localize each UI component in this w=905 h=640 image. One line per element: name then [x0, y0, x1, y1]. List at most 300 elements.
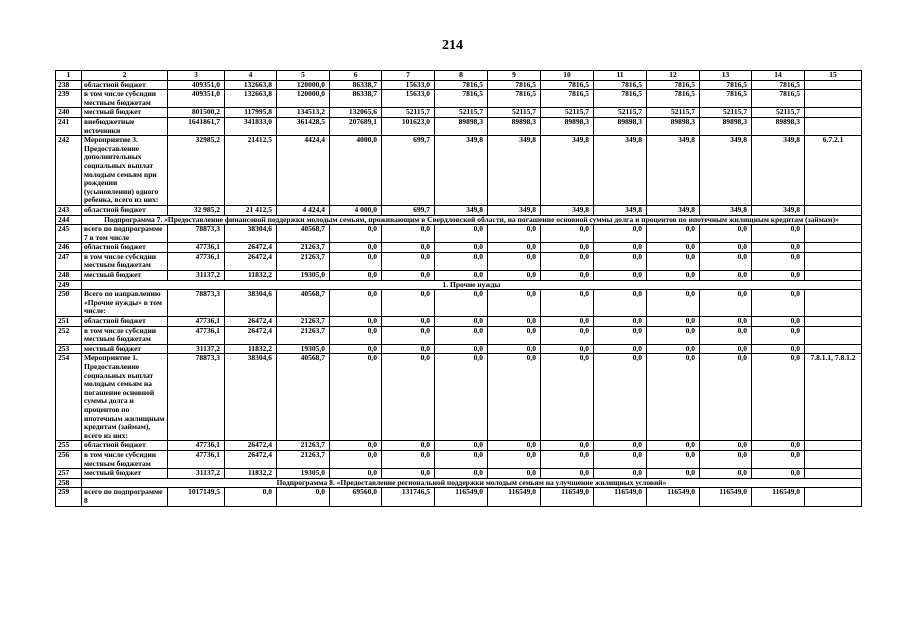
target-indicator	[805, 441, 862, 451]
amount-cell: 0,0	[435, 450, 488, 468]
amount-cell: 0,0	[594, 225, 647, 243]
amount-cell: 0,0	[435, 344, 488, 354]
amount-cell: 0,0	[647, 441, 700, 451]
row-number: 254	[56, 354, 82, 441]
amount-cell: 31137,2	[168, 469, 225, 479]
table-row	[56, 271, 862, 281]
amount-cell: 131746,5	[382, 488, 435, 506]
amount-cell: 0,0	[752, 290, 805, 317]
amount-cell: 7816,5	[594, 90, 647, 108]
amount-cell: 0,0	[752, 271, 805, 281]
row-number: 244	[56, 215, 82, 225]
amount-cell: 0,0	[330, 271, 382, 281]
row-number: 251	[56, 317, 82, 327]
amount-cell: 19305,0	[277, 271, 330, 281]
amount-cell: 0,0	[382, 441, 435, 451]
amount-cell: 40568,7	[277, 354, 330, 441]
amount-cell: 0,0	[382, 450, 435, 468]
amount-cell: 4424,4	[277, 136, 330, 206]
target-indicator: 7.8.1.1, 7.8.1.2	[805, 354, 862, 441]
amount-cell: 0,0	[382, 252, 435, 270]
table-row	[56, 290, 862, 317]
table-row	[56, 354, 862, 441]
amount-cell: 7816,5	[488, 90, 541, 108]
amount-cell: 0,0	[382, 354, 435, 441]
row-number: 245	[56, 225, 82, 243]
amount-cell: 31137,2	[168, 344, 225, 354]
column-number: 11	[594, 71, 647, 81]
row-number: 252	[56, 326, 82, 344]
column-number: 6	[330, 71, 382, 81]
column-number: 1	[56, 71, 82, 81]
amount-cell: 0,0	[594, 271, 647, 281]
amount-cell: 40568,7	[277, 290, 330, 317]
amount-cell: 0,0	[488, 441, 541, 451]
row-number: 241	[56, 117, 82, 135]
amount-cell: 0,0	[330, 441, 382, 451]
amount-cell: 26472,4	[225, 252, 277, 270]
amount-cell: 132065,6	[330, 108, 382, 118]
amount-cell: 0,0	[700, 344, 752, 354]
amount-cell: 0,0	[330, 344, 382, 354]
amount-cell: 21263,7	[277, 243, 330, 253]
amount-cell: 26472,4	[225, 317, 277, 327]
amount-cell: 0,0	[488, 252, 541, 270]
amount-cell: 409351,0	[168, 90, 225, 108]
amount-cell: 78873,3	[168, 225, 225, 243]
target-indicator	[805, 450, 862, 468]
row-number: 242	[56, 136, 82, 206]
column-number: 4	[225, 71, 277, 81]
amount-cell: 89898,3	[752, 117, 805, 135]
amount-cell: 0,0	[330, 450, 382, 468]
amount-cell: 409351,0	[168, 80, 225, 90]
amount-cell: 0,0	[488, 271, 541, 281]
row-number: 238	[56, 80, 82, 90]
amount-cell: 86338,7	[330, 80, 382, 90]
amount-cell: 0,0	[488, 344, 541, 354]
row-number: 258	[56, 478, 82, 488]
row-name: местный бюджет	[82, 108, 168, 118]
amount-cell: 7816,5	[700, 90, 752, 108]
amount-cell: 47736,1	[168, 317, 225, 327]
amount-cell: 26472,4	[225, 450, 277, 468]
row-name: всего по подпрограмме 8	[82, 488, 168, 506]
amount-cell: 0,0	[594, 317, 647, 327]
amount-cell: 341833,0	[225, 117, 277, 135]
amount-cell: 349,8	[700, 205, 752, 215]
amount-cell: 89898,3	[700, 117, 752, 135]
table-row	[56, 317, 862, 327]
amount-cell: 0,0	[435, 225, 488, 243]
amount-cell: 0,0	[700, 271, 752, 281]
target-indicator	[805, 317, 862, 327]
amount-cell: 0,0	[488, 290, 541, 317]
amount-cell: 116549,0	[541, 488, 594, 506]
section-heading: 1. Прочие нужды	[82, 280, 862, 290]
amount-cell: 0,0	[752, 317, 805, 327]
amount-cell: 349,8	[541, 205, 594, 215]
row-number: 255	[56, 441, 82, 451]
amount-cell: 11832,2	[225, 344, 277, 354]
row-name: в том числе субсидии местным бюджетам	[82, 252, 168, 270]
amount-cell: 349,8	[435, 205, 488, 215]
target-indicator	[805, 344, 862, 354]
budget-table	[55, 70, 862, 507]
table-row	[56, 469, 862, 479]
row-number: 247	[56, 252, 82, 270]
amount-cell: 0,0	[488, 225, 541, 243]
amount-cell: 0,0	[647, 469, 700, 479]
column-number: 5	[277, 71, 330, 81]
amount-cell: 0,0	[330, 243, 382, 253]
target-indicator	[805, 271, 862, 281]
amount-cell: 26472,4	[225, 326, 277, 344]
amount-cell: 0,0	[488, 326, 541, 344]
amount-cell: 38304,6	[225, 290, 277, 317]
amount-cell: 38304,6	[225, 354, 277, 441]
row-name: местный бюджет	[82, 469, 168, 479]
amount-cell: 0,0	[700, 252, 752, 270]
amount-cell: 21263,7	[277, 441, 330, 451]
amount-cell: 0,0	[700, 225, 752, 243]
amount-cell: 7816,5	[594, 80, 647, 90]
amount-cell: 0,0	[541, 290, 594, 317]
column-number: 13	[700, 71, 752, 81]
amount-cell: 0,0	[647, 344, 700, 354]
amount-cell: 0,0	[594, 326, 647, 344]
amount-cell: 349,8	[700, 136, 752, 206]
amount-cell: 0,0	[594, 252, 647, 270]
row-number: 243	[56, 205, 82, 215]
amount-cell: 0,0	[752, 441, 805, 451]
amount-cell: 0,0	[541, 326, 594, 344]
amount-cell: 0,0	[435, 469, 488, 479]
page-number: 214	[442, 38, 463, 53]
amount-cell: 0,0	[647, 225, 700, 243]
amount-cell: 26472,4	[225, 441, 277, 451]
table-row	[56, 243, 862, 253]
amount-cell: 0,0	[700, 326, 752, 344]
target-indicator	[805, 243, 862, 253]
table-row	[56, 441, 862, 451]
amount-cell: 89898,3	[594, 117, 647, 135]
table-row	[56, 225, 862, 243]
row-number: 256	[56, 450, 82, 468]
amount-cell: 349,8	[647, 205, 700, 215]
target-indicator	[805, 469, 862, 479]
amount-cell: 0,0	[277, 488, 330, 506]
amount-cell: 0,0	[700, 450, 752, 468]
amount-cell: 0,0	[752, 252, 805, 270]
amount-cell: 78873,3	[168, 354, 225, 441]
amount-cell: 0,0	[541, 252, 594, 270]
amount-cell: 801500,2	[168, 108, 225, 118]
amount-cell: 0,0	[382, 243, 435, 253]
amount-cell: 0,0	[700, 243, 752, 253]
amount-cell: 0,0	[594, 469, 647, 479]
row-name: в том числе субсидии местным бюджетам	[82, 326, 168, 344]
amount-cell: 0,0	[752, 243, 805, 253]
amount-cell: 0,0	[488, 469, 541, 479]
row-name: областной бюджет	[82, 317, 168, 327]
amount-cell: 0,0	[647, 450, 700, 468]
amount-cell: 361428,5	[277, 117, 330, 135]
row-number: 248	[56, 271, 82, 281]
amount-cell: 0,0	[435, 243, 488, 253]
amount-cell: 0,0	[435, 252, 488, 270]
amount-cell: 0,0	[541, 344, 594, 354]
row-name: местный бюджет	[82, 271, 168, 281]
amount-cell: 7816,5	[488, 80, 541, 90]
row-name: местный бюджет	[82, 344, 168, 354]
table-row	[56, 478, 862, 488]
amount-cell: 0,0	[330, 326, 382, 344]
amount-cell: 0,0	[647, 271, 700, 281]
amount-cell: 0,0	[594, 243, 647, 253]
amount-cell: 0,0	[541, 354, 594, 441]
amount-cell: 0,0	[382, 271, 435, 281]
target-indicator	[805, 225, 862, 243]
amount-cell: 52115,7	[488, 108, 541, 118]
amount-cell: 0,0	[435, 354, 488, 441]
amount-cell: 7816,5	[647, 90, 700, 108]
amount-cell: 0,0	[647, 290, 700, 317]
table-row	[56, 117, 862, 135]
table-row	[56, 450, 862, 468]
amount-cell: 89898,3	[541, 117, 594, 135]
amount-cell: 0,0	[225, 488, 277, 506]
amount-cell: 349,8	[435, 136, 488, 206]
amount-cell: 4 000,0	[330, 205, 382, 215]
row-number: 257	[56, 469, 82, 479]
row-number: 240	[56, 108, 82, 118]
amount-cell: 89898,3	[647, 117, 700, 135]
amount-cell: 0,0	[752, 326, 805, 344]
amount-cell: 116549,0	[594, 488, 647, 506]
row-name: всего по подпрограмме 7 в том числе	[82, 225, 168, 243]
target-indicator	[805, 252, 862, 270]
amount-cell: 0,0	[752, 354, 805, 441]
target-indicator	[805, 80, 862, 90]
amount-cell: 38304,6	[225, 225, 277, 243]
amount-cell: 0,0	[330, 252, 382, 270]
row-number: 239	[56, 90, 82, 108]
column-number-row	[56, 71, 862, 81]
amount-cell: 40568,7	[277, 225, 330, 243]
column-number: 14	[752, 71, 805, 81]
amount-cell: 0,0	[752, 450, 805, 468]
amount-cell: 0,0	[594, 441, 647, 451]
amount-cell: 349,8	[647, 136, 700, 206]
table-row	[56, 136, 862, 206]
amount-cell: 4 424,4	[277, 205, 330, 215]
amount-cell: 349,8	[488, 205, 541, 215]
amount-cell: 0,0	[700, 317, 752, 327]
amount-cell: 0,0	[382, 225, 435, 243]
amount-cell: 134513,2	[277, 108, 330, 118]
section-heading: Подпрограмма 8. «Предоставление региональной поддержки молодым семьям на улучшение жилищных условий»	[82, 478, 862, 488]
amount-cell: 116549,0	[700, 488, 752, 506]
table-row	[56, 90, 862, 108]
amount-cell: 0,0	[488, 243, 541, 253]
row-number: 250	[56, 290, 82, 317]
amount-cell: 52115,7	[541, 108, 594, 118]
row-name: в том числе субсидии местным бюджетам	[82, 90, 168, 108]
amount-cell: 7816,5	[435, 80, 488, 90]
amount-cell: 52115,7	[752, 108, 805, 118]
amount-cell: 116549,0	[752, 488, 805, 506]
amount-cell: 31137,2	[168, 271, 225, 281]
amount-cell: 0,0	[700, 354, 752, 441]
target-indicator	[805, 117, 862, 135]
amount-cell: 0,0	[330, 290, 382, 317]
amount-cell: 0,0	[330, 469, 382, 479]
amount-cell: 47736,1	[168, 243, 225, 253]
amount-cell: 11832,2	[225, 271, 277, 281]
target-indicator	[805, 205, 862, 215]
amount-cell: 0,0	[435, 317, 488, 327]
amount-cell: 7816,5	[541, 80, 594, 90]
row-name: внебюджетные источники	[82, 117, 168, 135]
amount-cell: 349,8	[594, 205, 647, 215]
amount-cell: 0,0	[700, 469, 752, 479]
row-name: Мероприятие 1. Предоставление социальных выплат молодым семьям на погашение основной суммы долга и процентов по ипотечным жилищным кредитам (займам), всего из них:	[82, 354, 168, 441]
row-name: областной бюджет	[82, 205, 168, 215]
amount-cell: 52115,7	[382, 108, 435, 118]
amount-cell: 89898,3	[435, 117, 488, 135]
target-indicator	[805, 326, 862, 344]
amount-cell: 0,0	[435, 290, 488, 317]
table-row	[56, 280, 862, 290]
table-row	[56, 488, 862, 506]
column-number: 3	[168, 71, 225, 81]
column-number: 7	[382, 71, 435, 81]
amount-cell: 7816,5	[541, 90, 594, 108]
row-name: в том числе субсидии местным бюджетам	[82, 450, 168, 468]
column-number: 9	[488, 71, 541, 81]
amount-cell: 0,0	[330, 317, 382, 327]
amount-cell: 0,0	[435, 326, 488, 344]
amount-cell: 19305,0	[277, 344, 330, 354]
column-number: 12	[647, 71, 700, 81]
amount-cell: 21 412,5	[225, 205, 277, 215]
amount-cell: 0,0	[488, 450, 541, 468]
table-row	[56, 252, 862, 270]
table-row	[56, 80, 862, 90]
amount-cell: 0,0	[594, 354, 647, 441]
table-row	[56, 205, 862, 215]
amount-cell: 4000,0	[330, 136, 382, 206]
amount-cell: 0,0	[541, 225, 594, 243]
amount-cell: 0,0	[541, 441, 594, 451]
column-number: 15	[805, 71, 862, 81]
amount-cell: 47736,1	[168, 450, 225, 468]
target-indicator	[805, 488, 862, 506]
table-row	[56, 326, 862, 344]
amount-cell: 0,0	[435, 271, 488, 281]
amount-cell: 52115,7	[700, 108, 752, 118]
amount-cell: 0,0	[541, 243, 594, 253]
amount-cell: 0,0	[330, 354, 382, 441]
amount-cell: 21263,7	[277, 326, 330, 344]
amount-cell: 11832,2	[225, 469, 277, 479]
amount-cell: 47736,1	[168, 326, 225, 344]
amount-cell: 86338,7	[330, 90, 382, 108]
amount-cell: 349,8	[541, 136, 594, 206]
amount-cell: 349,8	[752, 205, 805, 215]
row-number: 253	[56, 344, 82, 354]
amount-cell: 15633,0	[382, 80, 435, 90]
table-row	[56, 215, 862, 225]
amount-cell: 0,0	[541, 271, 594, 281]
amount-cell: 0,0	[330, 225, 382, 243]
amount-cell: 52115,7	[647, 108, 700, 118]
amount-cell: 0,0	[594, 450, 647, 468]
row-number: 249	[56, 280, 82, 290]
amount-cell: 0,0	[382, 290, 435, 317]
amount-cell: 0,0	[541, 469, 594, 479]
row-name: областной бюджет	[82, 243, 168, 253]
amount-cell: 132663,8	[225, 80, 277, 90]
amount-cell: 120000,0	[277, 80, 330, 90]
amount-cell: 21412,5	[225, 136, 277, 206]
amount-cell: 69560,0	[330, 488, 382, 506]
amount-cell: 21263,7	[277, 450, 330, 468]
amount-cell: 116549,0	[435, 488, 488, 506]
row-name: Мероприятие 3. Предоставление дополнительных социальных выплат молодым семьям при рождении (усыновлении) одного ребенка, всего из них:	[82, 136, 168, 206]
amount-cell: 21263,7	[277, 317, 330, 327]
amount-cell: 15633,0	[382, 90, 435, 108]
amount-cell: 47736,1	[168, 441, 225, 451]
amount-cell: 0,0	[541, 450, 594, 468]
amount-cell: 78873,3	[168, 290, 225, 317]
amount-cell: 101623,0	[382, 117, 435, 135]
target-indicator	[805, 290, 862, 317]
amount-cell: 7816,5	[647, 80, 700, 90]
amount-cell: 116549,0	[488, 488, 541, 506]
amount-cell: 0,0	[382, 344, 435, 354]
amount-cell: 349,8	[594, 136, 647, 206]
amount-cell: 52115,7	[435, 108, 488, 118]
amount-cell: 7816,5	[435, 90, 488, 108]
amount-cell: 116549,0	[647, 488, 700, 506]
row-name: областной бюджет	[82, 441, 168, 451]
amount-cell: 7816,5	[700, 80, 752, 90]
amount-cell: 0,0	[647, 252, 700, 270]
amount-cell: 0,0	[382, 317, 435, 327]
amount-cell: 0,0	[752, 469, 805, 479]
amount-cell: 7816,5	[752, 90, 805, 108]
amount-cell: 52115,7	[594, 108, 647, 118]
amount-cell: 89898,3	[488, 117, 541, 135]
amount-cell: 0,0	[435, 441, 488, 451]
amount-cell: 0,0	[594, 290, 647, 317]
amount-cell: 26472,4	[225, 243, 277, 253]
amount-cell: 32985,2	[168, 136, 225, 206]
amount-cell: 120000,0	[277, 90, 330, 108]
row-name: областной бюджет	[82, 80, 168, 90]
target-indicator	[805, 108, 862, 118]
amount-cell: 0,0	[647, 243, 700, 253]
amount-cell: 0,0	[700, 290, 752, 317]
amount-cell: 132663,8	[225, 90, 277, 108]
amount-cell: 0,0	[594, 344, 647, 354]
table-row	[56, 108, 862, 118]
amount-cell: 699,7	[382, 136, 435, 206]
target-indicator	[805, 90, 862, 108]
amount-cell: 0,0	[752, 225, 805, 243]
